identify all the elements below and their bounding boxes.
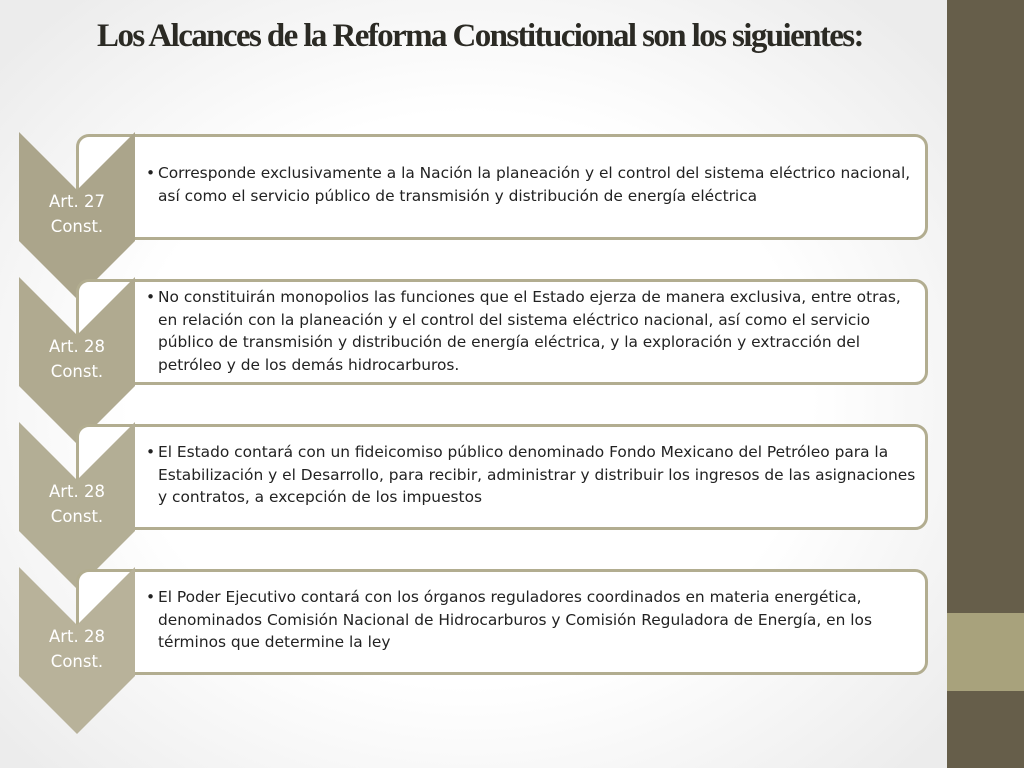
chevron-3-label-line2: Const.	[50, 507, 104, 526]
content-text-2: • No constituirán monopolios las funciones que el Estado ejerza de manera exclusiva, entre otras, en relación con la planeación y el control del sistema eléctrico nacional, así como el servicio público de transmisión y distribución de energía eléctrica, y la exploración y extracción del petróleo y de los demás hidrocarburos.	[146, 286, 924, 376]
chevron-1-label	[19, 189, 135, 239]
content-text-4: • El Poder Ejecutivo contará con los órganos reguladores coordinados en materia energética, denominados Comisión Nacional de Hidrocarburos y Comisión Reguladora de Energía, en los términos que determine la ley	[146, 586, 924, 654]
chevron-4-label	[19, 624, 135, 674]
chevron-1-label-line1: Art. 27	[48, 192, 106, 211]
chevron-2-label-line1: Art. 28	[48, 337, 106, 356]
chevron-2-label-line2: Const.	[50, 362, 104, 381]
slide-title: Los Alcances de la Reforma Constitucional son los siguientes:	[97, 18, 863, 54]
chevron-1-label-line2: Const.	[50, 217, 104, 236]
chevron-3-label	[19, 479, 135, 529]
chevron-3-label-line1: Art. 28	[48, 482, 106, 501]
content-text-3: • El Estado contará con un fideicomiso público denominado Fondo Mexicano del Petróleo para la Estabilización y el Desarrollo, para recibir, administrar y distribuir los ingresos de las asignaciones y contratos, a excepción de los impuestos	[146, 441, 924, 509]
chevron-4-label-line1: Art. 28	[48, 627, 106, 646]
chevron-4-label-line2: Const.	[50, 652, 104, 671]
content-text-1: • Corresponde exclusivamente a la Nación la planeación y el control del sistema eléctrico nacional, así como el servicio público de transmisión y distribución de energía eléctrica	[146, 162, 924, 207]
chevron-2-label	[19, 334, 135, 384]
side-accent	[947, 613, 1024, 691]
